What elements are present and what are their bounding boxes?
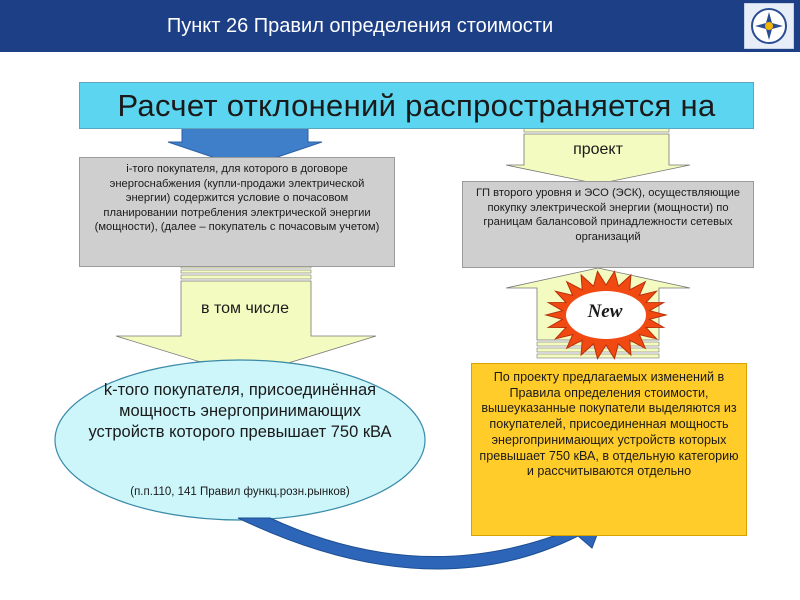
banner-text: Расчет отклонений распространяется на [117,88,716,123]
vtom-down-arrow [116,265,376,376]
orange-box: По проекту предлагаемых изменений в Правила определения стоимости, вышеуказанные покупатели выделяются из покупателей, присоединенная мощность энергопринимающих устройств которых превышает 750 кВА, в отдельную категорию и рассчитываются отдельно [471,363,747,536]
vtom-label: в том числе [201,300,289,317]
page-title: Пункт 26 Правил определения стоимости [166,15,554,37]
new-badge-label: New [587,301,623,322]
ellipse-text: k-того покупателя, присоединённая мощность энергопринимающих устройств которого превышает 750 кВА [88,381,392,441]
proekt-label: проект [573,141,623,158]
banner [79,82,754,129]
right-box: ГП второго уровня и ЭСО (ЭСК), осуществляющие покупку электрической энергии (мощности) по границам балансовой принадлежности сетевых организаций [462,181,754,268]
ellipse-note: (п.п.110, 141 Правил функц.розн.рынков) [130,486,350,498]
left-box: i-того покупателя, для которого в договоре энергоснабжения (купли-продажи электрической энергии) содержится условие о почасовом планировании потребления электрической энергии (мощности), (далее – покупатель с почасовым учетом) [79,157,395,267]
